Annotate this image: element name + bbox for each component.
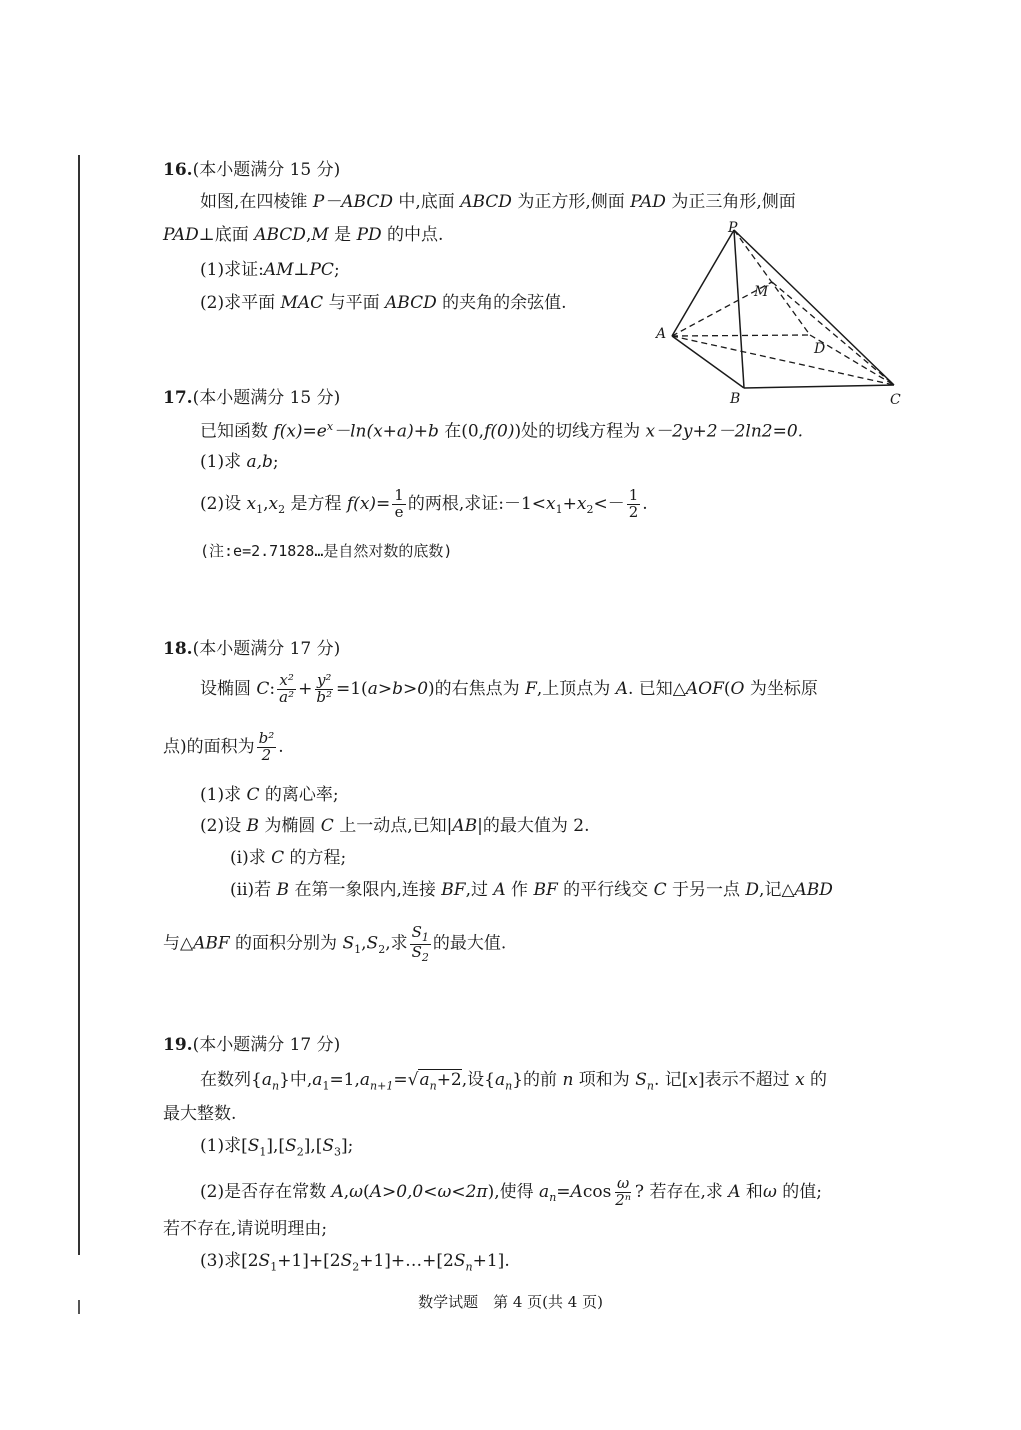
- math: S: [247, 1136, 260, 1156]
- math: ω: [349, 1181, 364, 1202]
- fraction: [613, 1176, 633, 1209]
- denominator: 2ⁿ: [615, 1190, 631, 1209]
- label-P: P: [728, 220, 738, 236]
- math: ω: [762, 1181, 777, 1202]
- math: MAC: [280, 293, 324, 313]
- math: PAD: [163, 225, 199, 245]
- math: 2: [278, 503, 286, 517]
- math: 1: [354, 942, 362, 956]
- math: n: [429, 1079, 437, 1093]
- q18-stem-line1: [200, 673, 818, 706]
- math: A: [493, 880, 506, 900]
- math: n+1: [370, 1079, 394, 1093]
- numerator: 1: [628, 486, 639, 504]
- text: 的面积分别为: [229, 933, 343, 954]
- math: S: [411, 923, 422, 941]
- math: n: [505, 1079, 513, 1093]
- math: a: [494, 1070, 506, 1090]
- math: f(x)=e: [273, 421, 327, 442]
- q16-header: [163, 160, 340, 180]
- math: C: [256, 678, 270, 699]
- text: 与平面: [323, 293, 385, 313]
- math: 1: [259, 1145, 267, 1159]
- text: +1]+[2: [277, 1251, 341, 1271]
- q19-header: [163, 1035, 340, 1055]
- numerator: 1: [394, 486, 404, 504]
- text: (: [723, 678, 731, 699]
- text: 的方程;: [284, 848, 347, 868]
- math: A: [728, 1181, 741, 1202]
- q16-number: 16.: [163, 160, 193, 180]
- fraction: [392, 488, 406, 521]
- text: 在数列{: [200, 1070, 262, 1090]
- fraction: [410, 925, 431, 963]
- text: <－: [593, 493, 625, 514]
- text: (i)求: [230, 848, 272, 868]
- math: F: [525, 678, 537, 699]
- text: ;: [272, 452, 279, 472]
- text: 的平行线交: [557, 880, 654, 900]
- math: f(0): [484, 421, 515, 442]
- text: 是: [328, 225, 357, 245]
- math: 2: [352, 1260, 360, 1274]
- q18-number: 18.: [163, 639, 193, 659]
- fraction: [277, 673, 296, 706]
- text: +1]+…+[2: [359, 1251, 454, 1271]
- math: 2: [378, 942, 386, 956]
- text: 的中点.: [381, 225, 444, 245]
- math: 1: [555, 503, 563, 517]
- text: 在第一象限内,连接: [289, 880, 442, 900]
- sqrt-body: [418, 1069, 462, 1093]
- text: 的夹角的余弦值.: [436, 293, 567, 313]
- math: x: [688, 1070, 699, 1090]
- math: ABCD: [385, 293, 437, 313]
- math: x－2y+2－2ln2=0.: [645, 421, 804, 442]
- math: a>b>0: [367, 678, 429, 699]
- q16-part2: [200, 293, 567, 313]
- edge-PA: [672, 230, 734, 336]
- text: 为椭圆: [258, 816, 321, 836]
- math: C: [653, 880, 667, 900]
- math: S: [340, 1251, 353, 1271]
- math: ABCD: [254, 225, 306, 245]
- text: (3)求[2: [200, 1251, 259, 1271]
- text: 作: [505, 880, 534, 900]
- text: ,记△: [759, 880, 795, 900]
- q19-score: (本小题满分 17 分): [192, 1035, 341, 1055]
- label-M: M: [754, 284, 769, 300]
- numerator: x²: [279, 671, 294, 689]
- text: 的两根,求证:－1<: [407, 493, 547, 514]
- denominator: a²: [279, 687, 295, 706]
- math: a,b: [246, 452, 273, 472]
- math: cos: [582, 1181, 612, 1202]
- math: S: [285, 1136, 297, 1156]
- q18-part2-ii: [230, 880, 833, 900]
- math: B: [246, 816, 259, 836]
- text: 已知函数: [200, 421, 274, 442]
- denominator: 2: [628, 502, 639, 521]
- text: ]表示不超过: [698, 1070, 796, 1090]
- text: (2)求平面: [200, 293, 281, 313]
- edge-PB: [734, 230, 744, 388]
- text: ],[: [303, 1136, 323, 1156]
- text: (2)是否存在常数: [200, 1181, 332, 1202]
- text: (1)求: [200, 452, 247, 472]
- math: +2: [436, 1070, 462, 1090]
- text: )处的切线方程为: [514, 421, 646, 442]
- q17-part2: [200, 488, 648, 521]
- math: AM⊥PC: [263, 260, 334, 280]
- math: n: [465, 1260, 473, 1274]
- text: +1].: [472, 1251, 510, 1271]
- text: .: [278, 736, 284, 757]
- math: A: [570, 1181, 583, 1202]
- sqrt-sign: √: [407, 1070, 419, 1090]
- math: S: [366, 933, 379, 954]
- text: 于另一点: [666, 880, 746, 900]
- math: x: [268, 493, 279, 514]
- text: 上一动点,已知|: [333, 816, 453, 836]
- text: ];: [341, 1136, 354, 1156]
- left-margin-rule: [78, 155, 80, 1255]
- text: 为正三角形,侧面: [665, 192, 796, 212]
- fraction: [627, 488, 641, 521]
- math: S: [342, 933, 355, 954]
- math: S: [322, 1136, 335, 1156]
- math: D: [745, 880, 760, 900]
- text: (1)求证:: [200, 260, 264, 280]
- text: 与△: [163, 933, 194, 954]
- math: S: [258, 1251, 271, 1271]
- label-A: A: [656, 326, 667, 342]
- math: f(x)=: [346, 493, 391, 514]
- numerator: ω: [616, 1174, 630, 1192]
- text: (ii)若: [230, 880, 277, 900]
- edge-PC: [734, 230, 894, 385]
- math: 1: [270, 1260, 278, 1274]
- text: +: [298, 678, 313, 699]
- text: ,: [361, 933, 367, 954]
- math: a: [539, 1181, 550, 1202]
- math: ABCD: [460, 192, 512, 212]
- label-C: C: [890, 392, 901, 408]
- math: 2: [296, 1145, 304, 1159]
- q16-stem-line2: [163, 225, 443, 245]
- q19-part3: [200, 1251, 510, 1274]
- text: ],[: [266, 1136, 286, 1156]
- fraction: [314, 673, 334, 706]
- math: 2: [421, 950, 429, 964]
- math: S: [411, 942, 422, 961]
- pyramid-figure: [650, 218, 910, 413]
- math: M: [311, 225, 329, 245]
- math: －ln(x+a)+b: [333, 421, 439, 442]
- text: ,: [343, 1181, 350, 1202]
- q18-header: [163, 639, 340, 659]
- denominator: b²: [316, 687, 332, 706]
- math: n: [549, 1191, 557, 1205]
- q17-header: [163, 388, 340, 408]
- text: 项和为: [573, 1070, 636, 1090]
- q19-stem-line2: 最大整数.: [163, 1104, 237, 1124]
- math: BF: [441, 880, 466, 900]
- q17-part1: [200, 452, 279, 472]
- text: }的前: [512, 1070, 563, 1090]
- page-footer: 数学试题 第 4 页(共 4 页): [418, 1293, 603, 1311]
- numerator: y²: [316, 671, 332, 689]
- text: (1)求: [200, 785, 247, 805]
- text: ? 若存在,求: [634, 1181, 729, 1202]
- text: 中,底面: [392, 192, 461, 212]
- text: 如图,在四棱锥: [200, 192, 313, 212]
- text: |的最大值为 2.: [477, 816, 590, 836]
- edge-AB: [672, 336, 744, 388]
- text: . 已知△: [627, 678, 686, 699]
- math: n: [562, 1070, 574, 1090]
- text: 点)的面积为: [163, 736, 255, 757]
- math: x: [246, 493, 257, 514]
- text: (2)设: [200, 816, 247, 836]
- edge-MC: [772, 282, 894, 385]
- q19-number: 19.: [163, 1035, 193, 1055]
- q18-part2: [200, 816, 590, 836]
- math: x: [576, 493, 587, 514]
- math: n: [646, 1079, 654, 1093]
- q17-note: (注:e=2.71828…是自然对数的底数): [200, 542, 453, 560]
- fraction: [257, 731, 277, 764]
- text: =: [556, 1181, 571, 1202]
- math: PD: [356, 225, 382, 245]
- math: S: [635, 1070, 647, 1090]
- q18-part1: [200, 785, 339, 805]
- text: 为坐标原: [744, 678, 818, 699]
- math: x: [326, 420, 334, 433]
- text: ,过: [465, 880, 494, 900]
- text: :: [269, 678, 276, 699]
- text: ,求: [385, 933, 408, 954]
- math: a: [419, 1070, 430, 1090]
- denominator: 2: [261, 745, 272, 764]
- math: 1: [322, 1079, 330, 1093]
- q19-part1: [200, 1136, 353, 1159]
- text: ,: [263, 493, 269, 514]
- text: ,上顶点为: [536, 678, 616, 699]
- math: P－ABCD: [312, 192, 393, 212]
- text: +: [562, 493, 577, 514]
- math: n: [271, 1079, 280, 1093]
- math: A: [615, 678, 628, 699]
- text: (: [363, 1181, 370, 1202]
- math: C: [246, 785, 260, 805]
- q17-score: (本小题满分 15 分): [192, 388, 341, 408]
- text: ⊥底面: [198, 225, 255, 245]
- denominator: e: [394, 502, 404, 521]
- q19-part2-cont: 若不存在,请说明理由;: [163, 1219, 328, 1239]
- q18-score: (本小题满分 17 分): [192, 639, 341, 659]
- text: . 记[: [653, 1070, 689, 1090]
- math: AOF: [685, 678, 724, 699]
- q18-part2-ii-cont: [163, 925, 506, 963]
- numerator: b²: [258, 729, 275, 747]
- math: A: [331, 1181, 344, 1202]
- text: ;: [333, 260, 340, 280]
- q16-score: (本小题满分 15 分): [192, 160, 341, 180]
- label-B: B: [730, 391, 741, 407]
- text: 在(0,: [438, 421, 485, 442]
- q16-stem-line1: [200, 192, 796, 212]
- text: 的离心率;: [259, 785, 339, 805]
- math: ABF: [193, 933, 230, 954]
- text: 的: [804, 1070, 828, 1090]
- math: a: [359, 1070, 371, 1090]
- math: BF: [533, 880, 558, 900]
- math: C: [320, 816, 334, 836]
- text: 的最大值.: [432, 933, 507, 954]
- text: .: [642, 493, 648, 514]
- text: 为正方形,侧面: [511, 192, 631, 212]
- text: =: [393, 1070, 408, 1090]
- text: ,设{: [461, 1070, 495, 1090]
- q19-stem-line1: [200, 1070, 827, 1093]
- label-D: D: [814, 341, 826, 357]
- math: C: [271, 848, 285, 868]
- math: O: [730, 678, 745, 699]
- math: 3: [334, 1145, 342, 1159]
- q17-stem: [200, 420, 803, 442]
- text: =1(: [336, 678, 368, 699]
- q19-part2: [200, 1176, 822, 1209]
- math: B: [276, 880, 290, 900]
- text: 设椭圆: [200, 678, 257, 699]
- text: 是方程: [285, 493, 347, 514]
- math: 1: [421, 931, 429, 944]
- text: ),使得: [487, 1181, 540, 1202]
- edge-BC: [744, 385, 894, 388]
- math: 2: [586, 503, 594, 517]
- math: S: [453, 1251, 466, 1271]
- q18-part2-i: [230, 848, 346, 868]
- math: a: [261, 1070, 272, 1090]
- math: ABD: [794, 880, 833, 900]
- text: }中,: [279, 1070, 313, 1090]
- math: PAD: [630, 192, 666, 212]
- denominator: [410, 942, 431, 964]
- text: )的右焦点为: [428, 678, 526, 699]
- math: x: [546, 493, 556, 514]
- text: (2)设: [200, 493, 247, 514]
- text: ,: [305, 225, 312, 245]
- text: (1)求[: [200, 1136, 248, 1156]
- text: 的值;: [776, 1181, 822, 1202]
- math: a: [312, 1070, 323, 1090]
- text: 和: [740, 1181, 763, 1202]
- math: 1: [256, 503, 264, 517]
- q18-stem-line2: [163, 731, 284, 764]
- q16-part1: [200, 260, 340, 280]
- q17-number: 17.: [163, 388, 193, 408]
- math: x: [795, 1070, 805, 1090]
- text: =1,: [329, 1070, 360, 1090]
- math: A>0,0<ω<2π: [369, 1181, 488, 1202]
- math: AB: [452, 816, 478, 836]
